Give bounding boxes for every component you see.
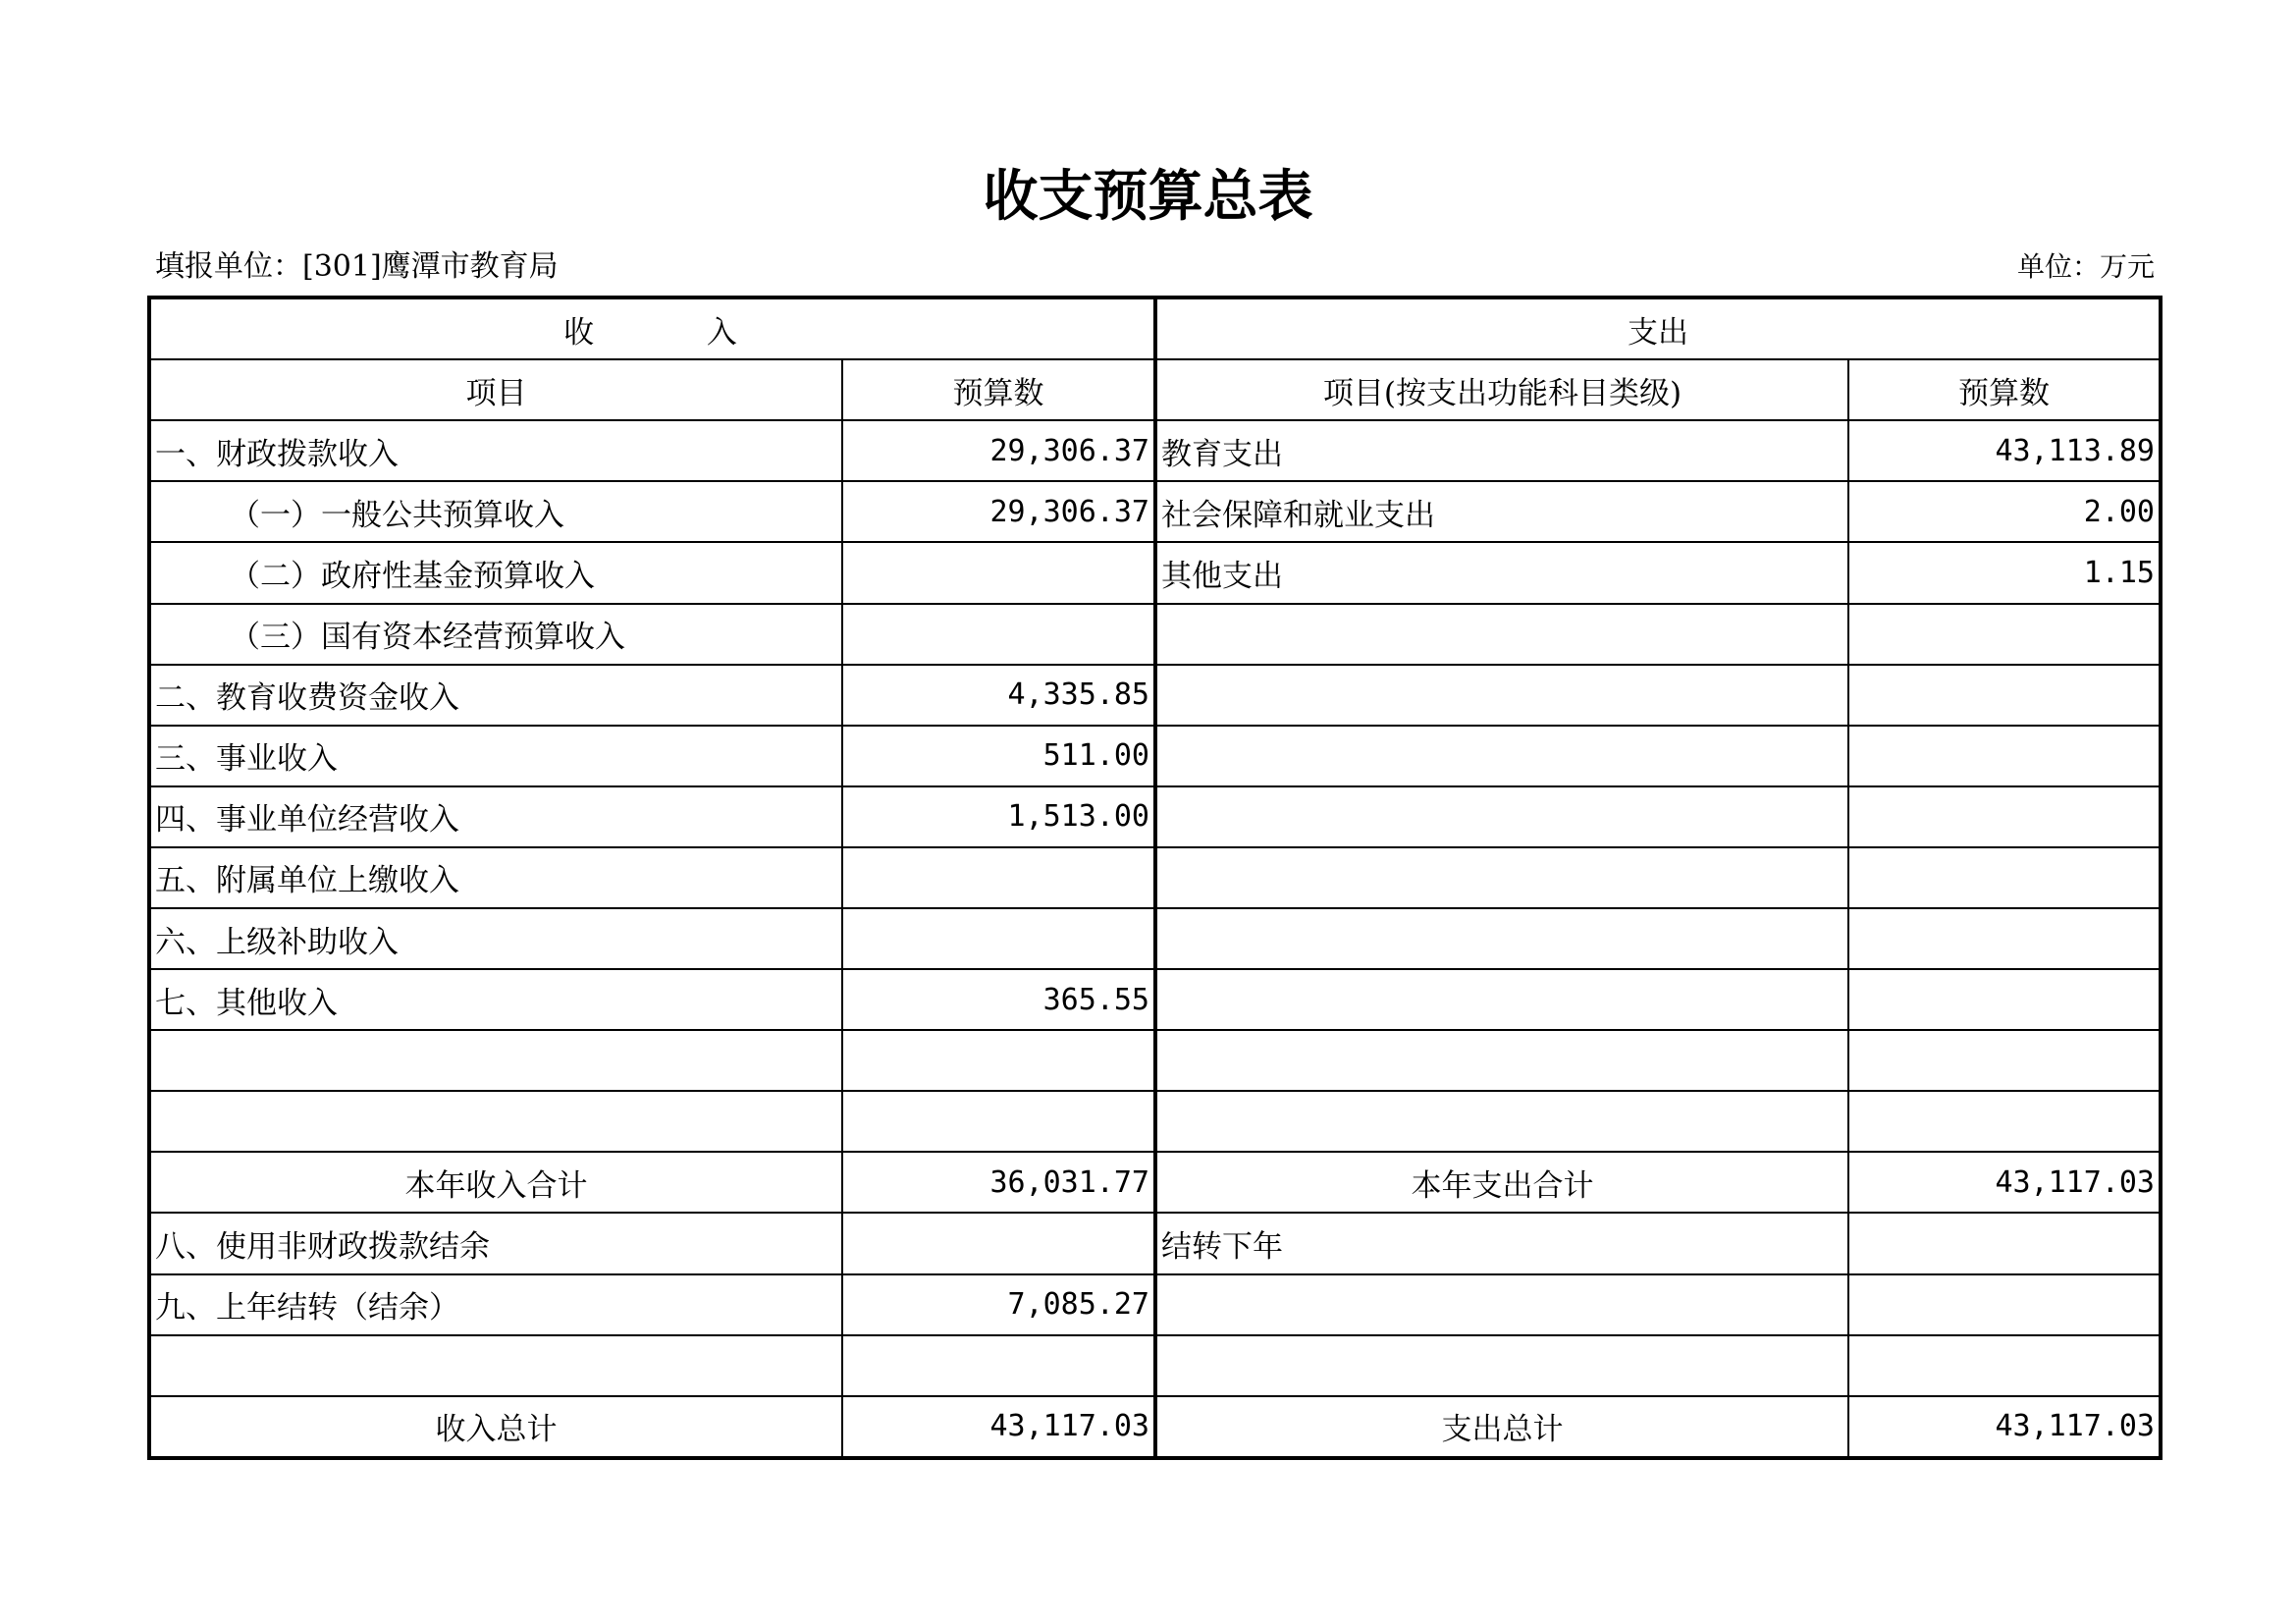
table-row — [149, 1152, 2161, 1213]
income-value-cell — [842, 604, 1155, 665]
expense-value-cell: 1.15 — [1848, 542, 2161, 603]
income-item-cell: 四、事业单位经营收入 — [149, 786, 842, 847]
expense-item-cell: 支出总计 — [1155, 1396, 1848, 1458]
table-row — [149, 1274, 2161, 1335]
expense-item-cell — [1155, 908, 1848, 969]
income-item-cell: 收入总计 — [149, 1396, 842, 1458]
table-row — [149, 786, 2161, 847]
expense-item-cell — [1155, 1091, 1848, 1152]
expense-item-cell: 结转下年 — [1155, 1213, 1848, 1273]
income-value-cell: 7,085.27 — [842, 1274, 1155, 1335]
expense-value-cell — [1848, 1274, 2161, 1335]
table-row — [149, 908, 2161, 969]
expense-item-cell — [1155, 1030, 1848, 1091]
table-row — [149, 1396, 2161, 1458]
expense-value-cell — [1848, 908, 2161, 969]
table-row — [149, 604, 2161, 665]
expense-item-cell — [1155, 726, 1848, 786]
income-value-cell — [842, 1335, 1155, 1396]
income-item-cell: 五、附属单位上缴收入 — [149, 847, 842, 908]
income-item-cell: （一）一般公共预算收入 — [149, 481, 842, 542]
income-section-header: 收 入 — [149, 298, 1155, 359]
expense-value-cell: 43,117.03 — [1848, 1396, 2161, 1458]
income-item-cell: 三、事业收入 — [149, 726, 842, 786]
expense-item-cell: 教育支出 — [1155, 420, 1848, 481]
reporting-unit: 填报单位：[301]鹰潭市教育局 — [155, 249, 559, 284]
expense-value-cell — [1848, 726, 2161, 786]
income-value-cell — [842, 1213, 1155, 1273]
income-item-cell — [149, 1091, 842, 1152]
table-row — [149, 481, 2161, 542]
table-row — [149, 847, 2161, 908]
section-header-row — [149, 298, 2161, 359]
income-value-cell: 511.00 — [842, 726, 1155, 786]
expense-item-cell — [1155, 1335, 1848, 1396]
income-value-cell: 365.55 — [842, 969, 1155, 1030]
income-item-cell: 一、财政拨款收入 — [149, 420, 842, 481]
budget-table — [147, 296, 2163, 1460]
expense-value-cell: 2.00 — [1848, 481, 2161, 542]
table-row — [149, 1091, 2161, 1152]
income-item-cell: 八、使用非财政拨款结余 — [149, 1213, 842, 1273]
income-item-cell: 本年收入合计 — [149, 1152, 842, 1213]
expense-value-cell — [1848, 847, 2161, 908]
expense-item-cell: 本年支出合计 — [1155, 1152, 1848, 1213]
income-value-cell: 1,513.00 — [842, 786, 1155, 847]
expense-item-cell — [1155, 847, 1848, 908]
table-row — [149, 1213, 2161, 1273]
expense-section-header: 支出 — [1155, 298, 2161, 359]
expense-value-cell — [1848, 1335, 2161, 1396]
income-item-cell — [149, 1335, 842, 1396]
income-item-cell: 九、上年结转（结余） — [149, 1274, 842, 1335]
expense-value-cell — [1848, 1213, 2161, 1273]
expense-value-cell — [1848, 604, 2161, 665]
income-value-cell — [842, 1030, 1155, 1091]
income-value-cell — [842, 908, 1155, 969]
expense-item-header: 项目(按支出功能科目类级) — [1155, 359, 1848, 420]
table-body — [149, 420, 2161, 1458]
expense-item-cell — [1155, 665, 1848, 726]
table-row — [149, 1335, 2161, 1396]
table-row — [149, 1030, 2161, 1091]
income-value-cell: 29,306.37 — [842, 481, 1155, 542]
income-value-cell — [842, 1091, 1155, 1152]
table-row — [149, 969, 2161, 1030]
income-value-cell: 4,335.85 — [842, 665, 1155, 726]
expense-item-cell — [1155, 969, 1848, 1030]
income-value-cell: 29,306.37 — [842, 420, 1155, 481]
income-value-cell — [842, 542, 1155, 603]
income-value-cell: 43,117.03 — [842, 1396, 1155, 1458]
expense-item-cell — [1155, 1274, 1848, 1335]
income-item-header: 项目 — [149, 359, 842, 420]
income-value-cell — [842, 847, 1155, 908]
income-budget-header: 预算数 — [842, 359, 1155, 420]
currency-unit: 单位：万元 — [2016, 250, 2155, 283]
income-item-cell: （三）国有资本经营预算收入 — [149, 604, 842, 665]
expense-value-cell — [1848, 969, 2161, 1030]
income-item-cell: 六、上级补助收入 — [149, 908, 842, 969]
expense-value-cell — [1848, 665, 2161, 726]
expense-value-cell — [1848, 1091, 2161, 1152]
income-item-cell: 二、教育收费资金收入 — [149, 665, 842, 726]
expense-value-cell — [1848, 1030, 2161, 1091]
expense-budget-header: 预算数 — [1848, 359, 2161, 420]
expense-value-cell: 43,117.03 — [1848, 1152, 2161, 1213]
income-item-cell: 七、其他收入 — [149, 969, 842, 1030]
income-value-cell: 36,031.77 — [842, 1152, 1155, 1213]
table-row — [149, 542, 2161, 603]
expense-item-cell: 社会保障和就业支出 — [1155, 481, 1848, 542]
expense-value-cell: 43,113.89 — [1848, 420, 2161, 481]
expense-item-cell: 其他支出 — [1155, 542, 1848, 603]
table-row — [149, 665, 2161, 726]
table-row — [149, 420, 2161, 481]
income-item-cell — [149, 1030, 842, 1091]
expense-item-cell — [1155, 786, 1848, 847]
expense-value-cell — [1848, 786, 2161, 847]
table-row — [149, 726, 2161, 786]
page-title: 收支预算总表 — [983, 165, 1313, 229]
income-item-cell: （二）政府性基金预算收入 — [149, 542, 842, 603]
column-header-row — [149, 359, 2161, 420]
expense-item-cell — [1155, 604, 1848, 665]
